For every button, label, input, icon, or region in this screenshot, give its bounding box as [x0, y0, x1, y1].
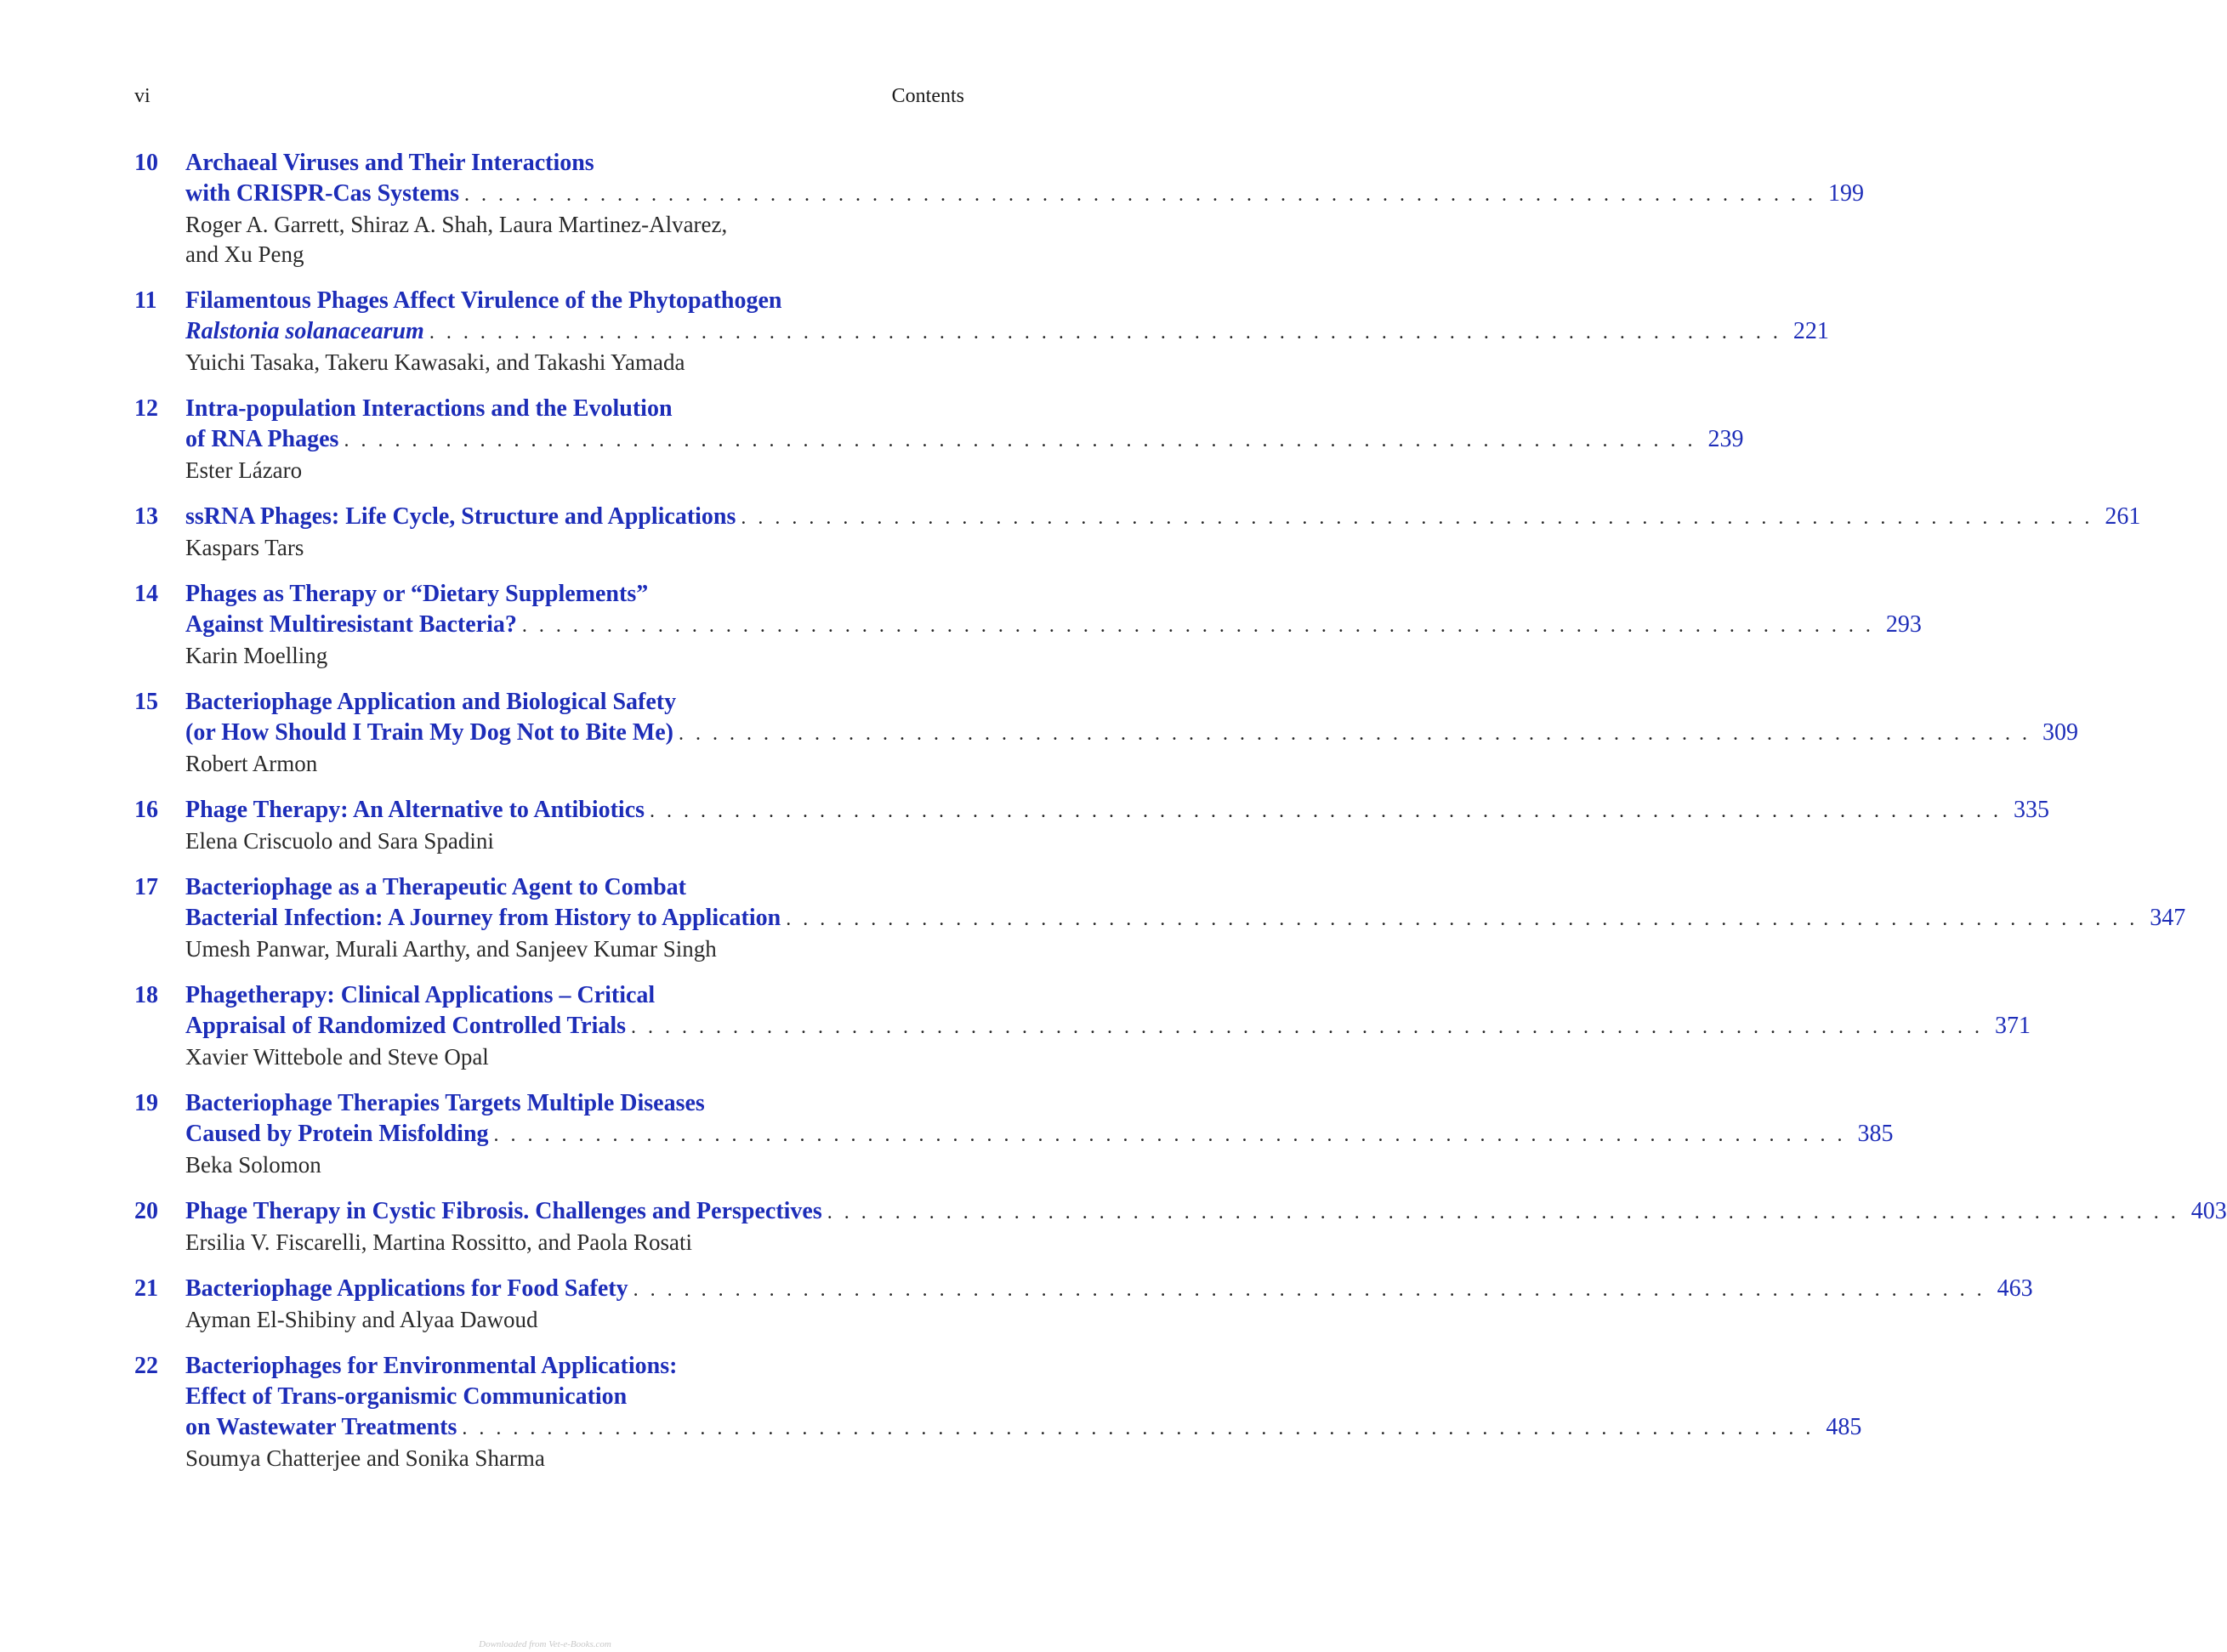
chapter-title-line[interactable]: Ralstonia solanacearum: [185, 318, 424, 344]
chapter-title-last-line[interactable]: [185, 316, 1829, 348]
chapter-authors: Roger A. Garrett, Shiraz A. Shah, Laura Martinez-Alvarez,: [185, 212, 728, 237]
chapter-title-line[interactable]: Filamentous Phages Affect Virulence of the Phytopathogen: [185, 287, 782, 314]
chapter-authors: Ersilia V. Fiscarelli, Martina Rossitto, and Paola Rosati: [185, 1229, 692, 1255]
chapter-title-line[interactable]: Effect of Trans-organismic Communication: [185, 1383, 628, 1410]
chapter-title-last-line[interactable]: [185, 1011, 2031, 1042]
page-number-link[interactable]: 403: [2190, 1198, 2227, 1224]
toc-entry-body: [185, 1196, 2227, 1257]
chapter-title-line[interactable]: with CRISPR-Cas Systems: [185, 180, 460, 207]
chapter-title-last-line[interactable]: [185, 179, 1865, 210]
table-of-contents: [134, 148, 2227, 1490]
page-number-link[interactable]: 335: [2014, 797, 2050, 823]
chapter-number: 10: [134, 150, 158, 176]
toc-entry[interactable]: [134, 1196, 2227, 1257]
chapter-title-last-line[interactable]: [185, 502, 2141, 533]
chapter-authors: Robert Armon: [185, 751, 318, 776]
chapter-title-line[interactable]: Intra-population Interactions and the Evolution: [185, 395, 673, 422]
toc-entry[interactable]: [134, 579, 1922, 671]
chapter-authors: Xavier Wittebole and Steve Opal: [185, 1044, 489, 1070]
toc-entry[interactable]: [134, 687, 2078, 779]
page-number-link[interactable]: 463: [1997, 1275, 2033, 1302]
toc-entry-body: [185, 286, 1829, 378]
toc-entry[interactable]: [134, 1274, 2033, 1335]
leader-dots: . . . . . . . . . . . . . . . . . . . . . . . . . . . . . . . . . . . . . . . . . . . . . . . . . . . . . . . . . . . . . . . . . . . . . . . . . . . . . . . .: [786, 908, 2139, 930]
chapter-title-line[interactable]: Bacteriophage Applications for Food Safety: [185, 1275, 628, 1302]
page-number-link[interactable]: 199: [1828, 180, 1865, 207]
chapter-title-last-line[interactable]: [185, 903, 2186, 934]
chapter-title-line[interactable]: Phagetherapy: Clinical Applications – Critical: [185, 982, 656, 1008]
chapter-title-last-line[interactable]: [185, 795, 2050, 826]
page-number-link[interactable]: 485: [1826, 1414, 1862, 1440]
toc-entry-body: [185, 1351, 1862, 1473]
chapter-number: 18: [134, 982, 158, 1008]
chapter-title-last-line[interactable]: [185, 1412, 1862, 1444]
chapter-number: 14: [134, 581, 158, 607]
chapter-title-line[interactable]: Bacteriophages for Environmental Applications:: [185, 1353, 678, 1379]
chapter-authors: Kaspars Tars: [185, 535, 304, 560]
chapter-title-line[interactable]: Against Multiresistant Bacteria?: [185, 611, 517, 638]
toc-entry-body: [185, 795, 2050, 856]
leader-dots: . . . . . . . . . . . . . . . . . . . . . . . . . . . . . . . . . . . . . . . . . . . . . . . . . . . . . . . . . . . . . . . . . . . . . . . . . . . . . . . .: [679, 723, 2031, 745]
leader-dots: . . . . . . . . . . . . . . . . . . . . . . . . . . . . . . . . . . . . . . . . . . . . . . . . . . . . . . . . . . . . . . . . . . . . . . . . . . . . . . . .: [631, 1016, 1984, 1038]
toc-entry-body: [185, 980, 2031, 1072]
page-number-link[interactable]: 371: [1995, 1013, 2031, 1039]
toc-entry[interactable]: [134, 148, 1865, 270]
page-number-link[interactable]: 347: [2150, 905, 2186, 931]
toc-entry[interactable]: [134, 980, 2031, 1072]
chapter-title-line[interactable]: Archaeal Viruses and Their Interactions: [185, 150, 594, 176]
leader-dots: . . . . . . . . . . . . . . . . . . . . . . . . . . . . . . . . . . . . . . . . . . . . . . . . . . . . . . . . . . . . . . . . . . . . . . . . . . . . . . . .: [493, 1124, 1846, 1146]
leader-dots: . . . . . . . . . . . . . . . . . . . . . . . . . . . . . . . . . . . . . . . . . . . . . . . . . . . . . . . . . . . . . . . . . . . . . . . . . . . . . . . .: [633, 1279, 1986, 1301]
chapter-title-last-line[interactable]: [185, 718, 2078, 749]
chapter-number: 21: [134, 1275, 158, 1302]
chapter-authors: Karin Moelling: [185, 643, 328, 668]
toc-entry-body: [185, 1274, 2033, 1335]
chapter-number: 22: [134, 1353, 158, 1379]
chapter-number: 11: [134, 287, 157, 314]
leader-dots: . . . . . . . . . . . . . . . . . . . . . . . . . . . . . . . . . . . . . . . . . . . . . . . . . . . . . . . . . . . . . . . . . . . . . . . . . . . . . . . .: [521, 615, 1874, 637]
chapter-title-line[interactable]: Caused by Protein Misfolding: [185, 1121, 489, 1147]
toc-entry-body: [185, 1088, 1894, 1180]
chapter-title-line[interactable]: Appraisal of Randomized Controlled Trials: [185, 1013, 627, 1039]
page-number-link[interactable]: 293: [1885, 611, 1922, 638]
chapter-title-line[interactable]: Phages as Therapy or “Dietary Supplements”: [185, 581, 649, 607]
toc-entry[interactable]: [134, 1088, 1894, 1180]
chapter-title-last-line[interactable]: [185, 1274, 2033, 1305]
toc-entry-body: [185, 579, 1922, 671]
chapter-authors: Beka Solomon: [185, 1152, 321, 1178]
leader-dots: . . . . . . . . . . . . . . . . . . . . . . . . . . . . . . . . . . . . . . . . . . . . . . . . . . . . . . . . . . . . . . . . . . . . . . . . . . . . . . . .: [429, 321, 1781, 343]
toc-entry-body: [185, 502, 2141, 563]
chapter-title-line[interactable]: Phage Therapy: An Alternative to Antibiotics: [185, 797, 645, 823]
chapter-number: 12: [134, 395, 158, 422]
chapter-title-last-line[interactable]: [185, 1196, 2227, 1228]
toc-entry[interactable]: [134, 394, 1744, 485]
chapter-number: 17: [134, 874, 158, 900]
chapter-title-line[interactable]: of RNA Phages: [185, 426, 339, 452]
chapter-title-line[interactable]: Bacteriophage Therapies Targets Multiple Diseases: [185, 1090, 705, 1116]
chapter-title-line[interactable]: (or How Should I Train My Dog Not to Bite Me): [185, 719, 673, 746]
page-number-roman: vi: [134, 85, 151, 107]
running-header: Contents: [891, 85, 964, 107]
chapter-title-line[interactable]: Bacterial Infection: A Journey from History to Application: [185, 905, 781, 931]
leader-dots: . . . . . . . . . . . . . . . . . . . . . . . . . . . . . . . . . . . . . . . . . . . . . . . . . . . . . . . . . . . . . . . . . . . . . . . . . . . . . . . .: [464, 184, 1817, 206]
chapter-authors: Elena Criscuolo and Sara Spadini: [185, 828, 494, 854]
chapter-authors: Ayman El-Shibiny and Alyaa Dawoud: [185, 1307, 538, 1332]
page-number-link[interactable]: 239: [1707, 426, 1744, 452]
chapter-number: 15: [134, 689, 158, 715]
chapter-number: 16: [134, 797, 158, 823]
leader-dots: . . . . . . . . . . . . . . . . . . . . . . . . . . . . . . . . . . . . . . . . . . . . . . . . . . . . . . . . . . . . . . . . . . . . . . . . . . . . . . . .: [741, 507, 2093, 529]
leader-dots: . . . . . . . . . . . . . . . . . . . . . . . . . . . . . . . . . . . . . . . . . . . . . . . . . . . . . . . . . . . . . . . . . . . . . . . . . . . . . . . .: [827, 1201, 2179, 1223]
chapter-title-last-line[interactable]: [185, 610, 1922, 641]
chapter-authors: Umesh Panwar, Murali Aarthy, and Sanjeev Kumar Singh: [185, 936, 717, 962]
chapter-authors: Soumya Chatterjee and Sonika Sharma: [185, 1445, 545, 1471]
toc-entry[interactable]: [134, 1351, 1862, 1473]
toc-entry-body: [185, 687, 2078, 779]
chapter-title-line[interactable]: on Wastewater Treatments: [185, 1414, 457, 1440]
page-number-link[interactable]: 385: [1857, 1121, 1894, 1147]
leader-dots: . . . . . . . . . . . . . . . . . . . . . . . . . . . . . . . . . . . . . . . . . . . . . . . . . . . . . . . . . . . . . . . . . . . . . . . . . . . . . . . .: [462, 1417, 1815, 1439]
chapter-authors: Yuichi Tasaka, Takeru Kawasaki, and Takashi Yamada: [185, 349, 685, 375]
page-number-link[interactable]: 221: [1792, 318, 1829, 344]
chapter-number: 13: [134, 503, 158, 530]
toc-entry[interactable]: [134, 795, 2050, 856]
leader-dots: . . . . . . . . . . . . . . . . . . . . . . . . . . . . . . . . . . . . . . . . . . . . . . . . . . . . . . . . . . . . . . . . . . . . . . . . . . . . . . . .: [650, 800, 2003, 822]
page-number-link[interactable]: 309: [2042, 719, 2078, 746]
chapter-authors: Ester Lázaro: [185, 457, 303, 483]
chapter-number: 19: [134, 1090, 158, 1116]
chapter-title-line[interactable]: ssRNA Phages: Life Cycle, Structure and Applications: [185, 503, 736, 530]
toc-entry[interactable]: [134, 286, 1829, 378]
chapter-title-line[interactable]: Bacteriophage Application and Biological Safety: [185, 689, 677, 715]
toc-entry-body: [185, 394, 1744, 485]
toc-entry[interactable]: [134, 502, 2141, 563]
watermark-text: Downloaded from Vet-e-Books.com: [479, 1639, 611, 1649]
toc-entry[interactable]: [134, 872, 2186, 964]
page-number-link[interactable]: 261: [2105, 503, 2141, 530]
chapter-title-last-line[interactable]: [185, 424, 1744, 456]
chapter-title-line[interactable]: Phage Therapy in Cystic Fibrosis. Challenges and Perspectives: [185, 1198, 822, 1224]
chapter-title-last-line[interactable]: [185, 1119, 1894, 1150]
chapter-number: 20: [134, 1198, 158, 1224]
leader-dots: . . . . . . . . . . . . . . . . . . . . . . . . . . . . . . . . . . . . . . . . . . . . . . . . . . . . . . . . . . . . . . . . . . . . . . . . . . . . . . . .: [344, 429, 1696, 451]
toc-entry-body: [185, 872, 2186, 964]
chapter-title-line[interactable]: Bacteriophage as a Therapeutic Agent to Combat: [185, 874, 686, 900]
chapter-authors: and Xu Peng: [185, 241, 304, 267]
toc-entry-body: [185, 148, 1865, 270]
